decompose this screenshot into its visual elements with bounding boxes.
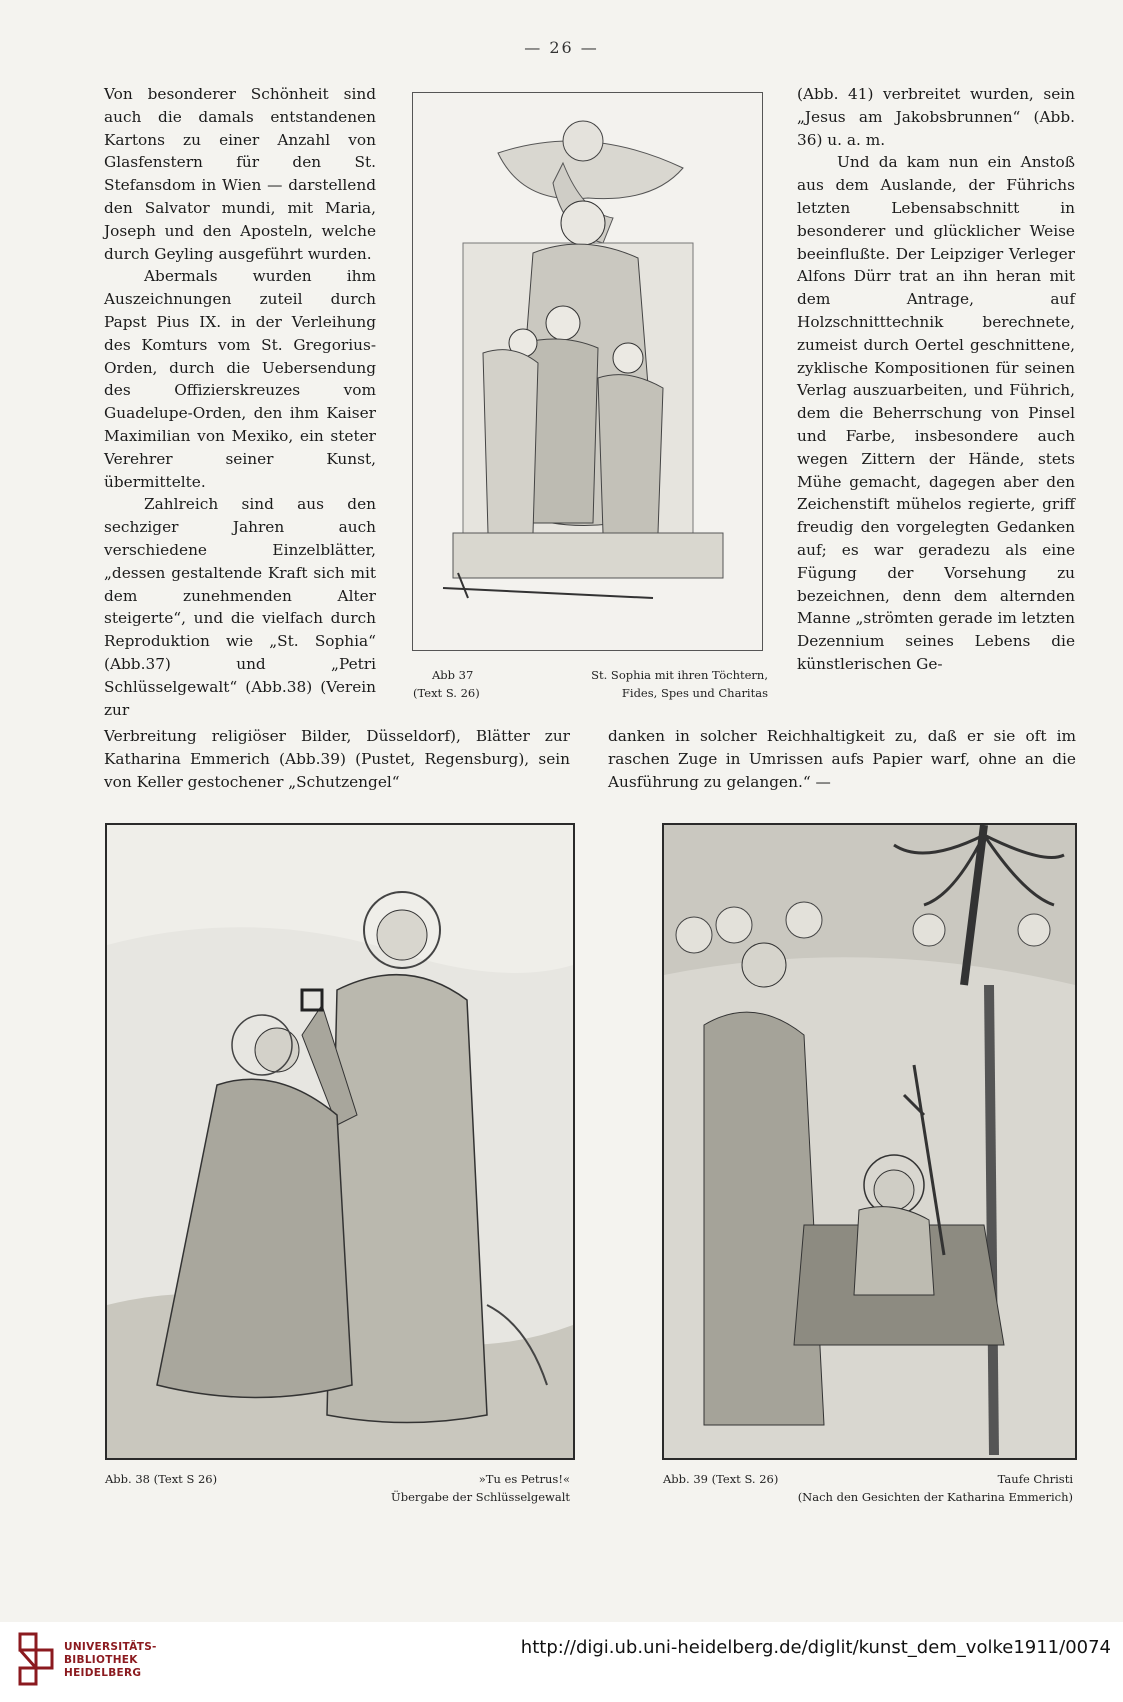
library-name-line: HEIDELBERG [64, 1667, 142, 1679]
paragraph: danken in solcher Reichhaltigkeit zu, daß er sie oft im raschen Zuge in Umrissen aufs Papier warf, ohne an die Ausführung zu gelangen.“ — [608, 727, 1076, 791]
bottom-left-text [104, 725, 570, 793]
paragraph: Und da kam nun ein Anstoß aus dem Auslande, der Führichs letzten Lebensabschnitt in besonderer und glücklicher Weise beeinflußte. Der Leipziger Verleger Alfons Dürr trat an ihn heran mit dem Antrage, auf Holzschnitttechnik berechnete, zumeist durch Oertel geschnittene, zyklische Kompositionen für seinen Verlag auszuarbeiten, und Führich, dem die Beherrschung von Pinsel und Farbe, insbesondere auch wegen Zittern der Hände, stets Mühe gemacht, dagegen aber den Zeichenstift mühelos regierte, griff freudig den vorgelegten Gedanken auf; es war geradezu als eine Fügung der Vorsehung zu bezeichnen, denn dem alternden Manne „strömten gerade im letzten Dezennium seines Lebens die künstlerischen Ge- [797, 153, 1075, 673]
library-name-line: UNIVERSITÄTS- [64, 1641, 157, 1653]
paragraph: Zahlreich sind aus den sechziger Jahren auch verschiedene Einzelblätter, „dessen gestaltende Kraft sich mit dem zunehmenden Alter steigerte“, und die vielfach durch Reproduktion wie „St. Sophia“ (Abb.37) und „Petri Schlüsselgewalt“ (Abb.38) (Verein zur [104, 495, 376, 719]
caption-title: St. Sophia mit ihren Töchtern, [591, 668, 768, 682]
engraving-sophia-drawing [413, 93, 762, 650]
source-url-link[interactable]: http://digi.ub.uni-heidelberg.de/diglit/kunst_dem_volke1911/0074 [520, 1637, 1111, 1658]
caption-label: Abb. 39 (Text S. 26) [663, 1472, 779, 1486]
library-logo-icon[interactable] [14, 1630, 58, 1688]
caption-label: Abb 37 [432, 668, 474, 682]
illustration-st-sophia [412, 92, 763, 651]
paragraph: Abermals wurden ihm Auszeichnungen zuteil durch Papst Pius IX. in der Verleihung des Komturs vom St. Gregorius-Orden, durch die Uebersendung des Offizierskreuzes vom Guadelupe-Orden, den ihm Kaiser Maximilian von Mexiko, ein steter Verehrer seiner Kunst, übermittelte. [104, 267, 376, 491]
right-column-text [797, 83, 1075, 676]
caption-subtitle: Übergabe der Schlüsselgewalt [391, 1490, 570, 1504]
library-name[interactable] [64, 1641, 157, 1680]
library-name-line: BIBLIOTHEK [64, 1654, 138, 1666]
bottom-right-text [608, 725, 1076, 793]
caption-title: »Tu es Petrus!« [478, 1472, 570, 1486]
paragraph: (Abb. 41) verbreitet wurden, sein „Jesus am Jakobsbrunnen“ (Abb. 36) u. a. m. [797, 85, 1075, 149]
left-column-text [104, 83, 376, 721]
footer-bar [0, 1622, 1123, 1702]
caption-ref: (Text S. 26) [413, 686, 480, 700]
illustration-taufe-christi [662, 823, 1077, 1460]
caption-subtitle: Fides, Spes und Charitas [621, 686, 768, 700]
page-number: — 26 — [524, 38, 599, 57]
caption-subtitle: (Nach den Gesichten der Katharina Emmerich) [797, 1490, 1073, 1504]
paragraph: Verbreitung religiöser Bilder, Düsseldorf), Blätter zur Katharina Emmerich (Abb.39) (Pustet, Regensburg), sein von Keller gestochener „Schutzengel“ [104, 727, 570, 791]
engraving-petrus-drawing [107, 825, 573, 1458]
paragraph: Von besonderer Schönheit sind auch die damals entstandenen Kartons zu einer Anzahl von Glasfenstern für den St. Stefansdom in Wien — darstellend den Salvator mundi, mit Maria, Joseph und den Aposteln, welche durch Geyling ausgeführt wurden. [104, 85, 376, 263]
caption-title: Taufe Christi [997, 1472, 1073, 1486]
engraving-taufe-drawing [664, 825, 1075, 1458]
illustration-tu-es-petrus [105, 823, 575, 1460]
caption-label: Abb. 38 (Text S 26) [105, 1472, 218, 1486]
